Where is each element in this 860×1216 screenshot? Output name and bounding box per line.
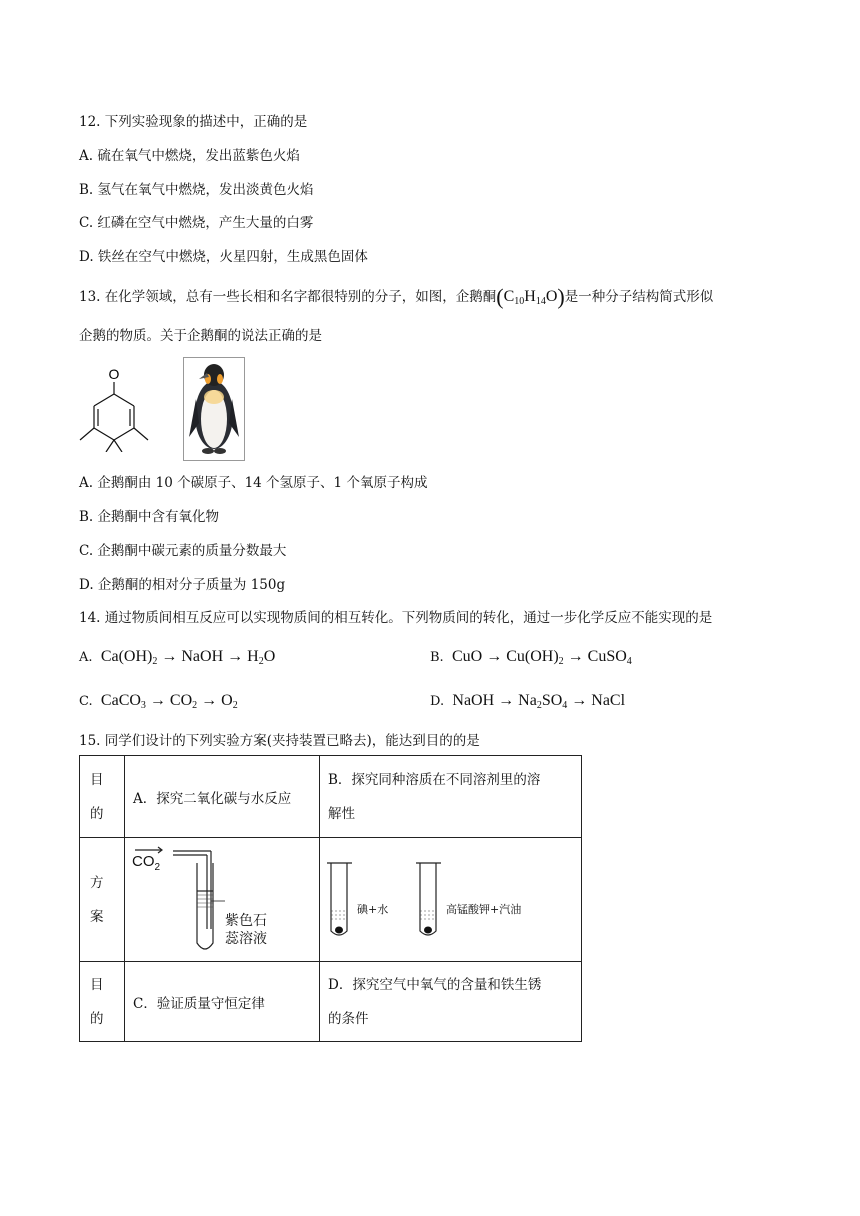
q14-option-b-formula: CuO → $Cu(OH)_2$ → CuSO$_4$ <box>447 648 632 667</box>
formula-paren-open: ( <box>496 284 504 309</box>
q13-option-a: A. 企鹅酮由 10 个碳原子、14 个氢原子、1 个氧原子构成 <box>79 475 428 491</box>
co2-litmus-apparatus <box>125 839 319 961</box>
q14-option-d-formula: NaOH → $Na_2SO_4$ → NaCl <box>448 692 626 711</box>
q12-option-b: B. 氢气在氧气中燃烧，发出淡黄色火焰 <box>79 182 314 198</box>
q13-option-b: B. 企鹅酮中含有氧化物 <box>79 509 220 525</box>
tube2-label: 高锰酸钾+汽油 <box>446 902 522 916</box>
row3-header: 目 的 <box>80 962 125 1042</box>
q14-stem: 14. 通过物质间相互反应可以实现物质间的相互转化。下列物质间的转化，通过一步化学反应不能实现的是 <box>79 610 713 626</box>
oxygen-atom-label: O <box>108 366 120 382</box>
co2-label: $CO_2$ <box>132 852 161 873</box>
row3-cell-c: C．验证质量守恒定律 <box>125 962 320 1042</box>
q13-stem-part1: 13. 在化学领域，总有一些长相和名字都很特别的分子，如图，企鹅酮 <box>79 289 497 305</box>
q12-option-c: C. 红磷在空气中燃烧，产生大量的白雾 <box>79 215 314 231</box>
dissolution-tubes <box>320 839 581 961</box>
penguinone-structure <box>76 362 156 452</box>
penguinone-formula: $C_{10}H_{14}O$ <box>503 288 558 307</box>
row1-cell-a: A．探究二氧化碳与水反应 <box>125 756 320 838</box>
q13-option-d: D. 企鹅酮的相对分子质量为 150g <box>79 577 286 593</box>
q14-option-b: B. CuO → $Cu(OH)_2$ → CuSO$_4$ <box>430 648 632 667</box>
row1-cell-b: B．探究同种溶质在不同溶剂里的溶 解性 <box>320 756 582 838</box>
q14-option-a-formula: $Ca(OH)_2$ → NaOH → $H_2O$ <box>96 648 276 667</box>
q14-option-a: A. $Ca(OH)_2$ → NaOH → $H_2O$ <box>79 648 276 667</box>
q12-option-a: A. 硫在氧气中燃烧，发出蓝紫色火焰 <box>79 148 300 164</box>
q12-stem: 12. 下列实验现象的描述中，正确的是 <box>79 114 308 130</box>
row3-cell-d: D．探究空气中氧气的含量和铁生锈 的条件 <box>320 962 582 1042</box>
row2-header: 方 案 <box>80 838 125 962</box>
q12-option-d: D. 铁丝在空气中燃烧，火星四射，生成黑色固体 <box>79 249 368 265</box>
q15-table <box>79 755 582 1042</box>
litmus-label: 紫色石 蕊溶液 <box>225 912 267 947</box>
tube1-label: 碘+水 <box>357 902 389 916</box>
q13-stem-line1 <box>79 284 714 312</box>
q14-option-c-formula: CaCO$_3$ → $CO_2 \to O_2$ <box>96 692 238 711</box>
formula-paren-close: ) <box>557 284 565 309</box>
q13-option-c: C. 企鹅酮中碳元素的质量分数最大 <box>79 543 287 559</box>
q13-stem-part2: 是一种分子结构简式形似 <box>564 289 714 305</box>
q14-option-c: C. CaCO$_3$ → $CO_2 \to O_2$ <box>79 692 238 711</box>
penguin-image <box>183 357 245 461</box>
row1-header: 目 的 <box>80 756 125 838</box>
row2-cell-a <box>125 838 320 962</box>
q14-option-d: D. NaOH → $Na_2SO_4$ → NaCl <box>430 692 626 711</box>
q15-stem: 15. 同学们设计的下列实验方案(夹持装置已略去)，能达到目的的是 <box>79 733 480 749</box>
q13-stem-line2: 企鹅的物质。关于企鹅酮的说法正确的是 <box>79 328 322 344</box>
row2-cell-b <box>320 838 582 962</box>
